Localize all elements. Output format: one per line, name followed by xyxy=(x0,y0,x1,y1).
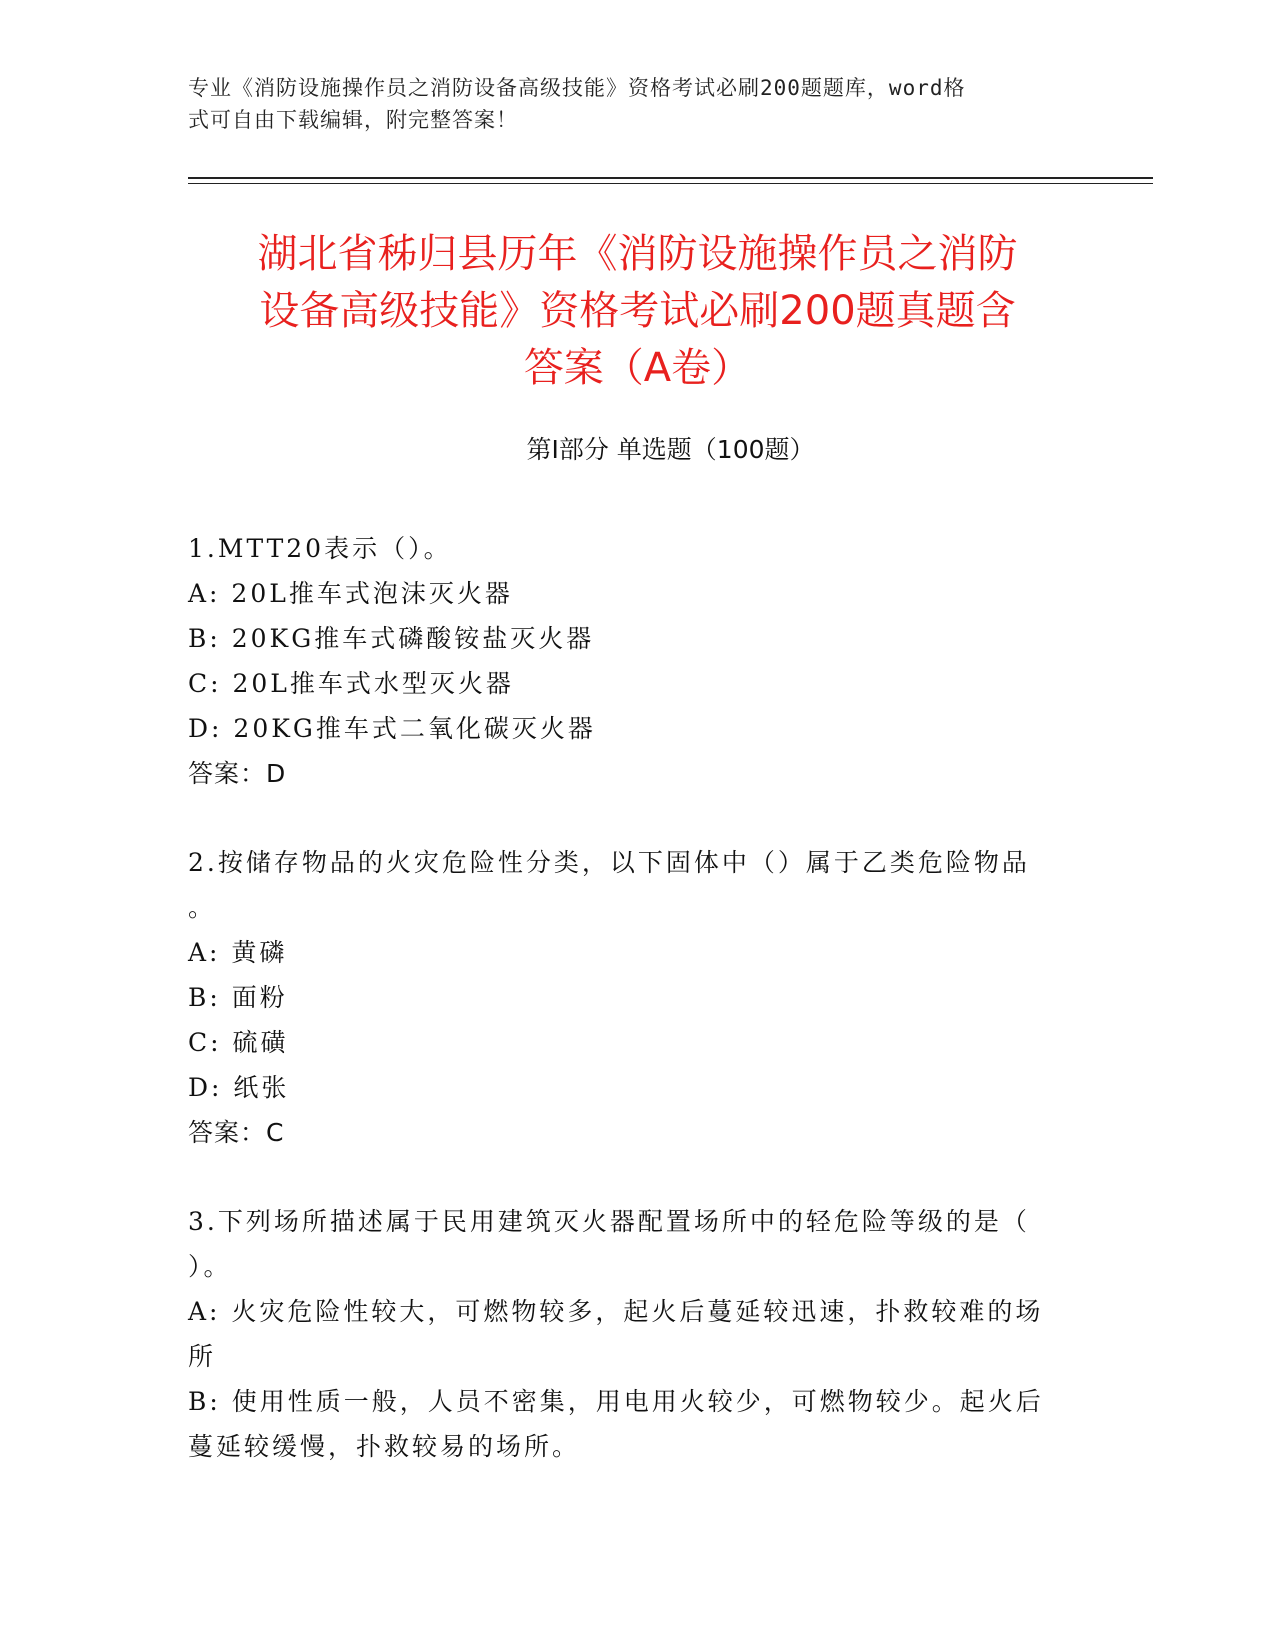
header-note-line: 专业《消防设施操作员之消防设备高级技能》资格考试必刷200题题库，word格 xyxy=(188,76,966,100)
answer-line: 答案：D xyxy=(188,759,287,788)
header-note xyxy=(188,72,1068,136)
question-stem-continued: ）。 xyxy=(188,1252,232,1281)
header-note-line: 式可自由下载编辑，附完整答案！ xyxy=(188,108,518,132)
document-title xyxy=(170,226,1105,397)
option-b: B: 20KG推车式磷酸铵盐灭火器 xyxy=(188,624,595,653)
header-rule-thin xyxy=(188,183,1153,184)
question-stem: 3.下列场所描述属于民用建筑灭火器配置场所中的轻危险等级的是（ xyxy=(188,1207,1030,1236)
question-2 xyxy=(188,840,1073,1155)
option-b-continued: 蔓延较缓慢，扑救较易的场所。 xyxy=(188,1432,581,1461)
option-a: A: 20L推车式泡沫灭火器 xyxy=(188,579,513,608)
answer-line: 答案：C xyxy=(188,1118,285,1147)
question-3 xyxy=(188,1199,1073,1469)
document-title-line: 湖北省秭归县历年《消防设施操作员之消防 xyxy=(257,231,1018,277)
option-a-continued: 所 xyxy=(188,1342,217,1371)
document-title-line: 设备高级技能》资格考试必刷200题真题含 xyxy=(259,288,1016,334)
option-a: A: 黄磷 xyxy=(188,938,288,967)
question-stem-continued: 。 xyxy=(188,893,217,922)
section-title: 第Ⅰ部分 单选题（100题） xyxy=(526,435,815,464)
option-d: D: 20KG推车式二氧化碳灭火器 xyxy=(188,714,596,743)
header-rule-thick xyxy=(188,177,1153,179)
document-title-line: 答案（A卷） xyxy=(523,345,752,391)
option-c: C: 20L推车式水型灭火器 xyxy=(188,669,514,698)
option-b: B: 面粉 xyxy=(188,983,288,1012)
question-1 xyxy=(188,526,1073,796)
option-a: A: 火灾危险性较大，可燃物较多，起火后蔓延较迅速，扑救较难的场 xyxy=(188,1297,1044,1326)
option-b: B: 使用性质一般，人员不密集，用电用火较少，可燃物较少。起火后 xyxy=(188,1387,1044,1416)
question-stem: 1.MTT20表示（）。 xyxy=(188,534,452,563)
option-d: D: 纸张 xyxy=(188,1073,290,1102)
question-stem: 2.按储存物品的火灾危险性分类，以下固体中（）属于乙类危险物品 xyxy=(188,848,1030,877)
question-list xyxy=(188,526,1073,1513)
option-c: C: 硫磺 xyxy=(188,1028,289,1057)
